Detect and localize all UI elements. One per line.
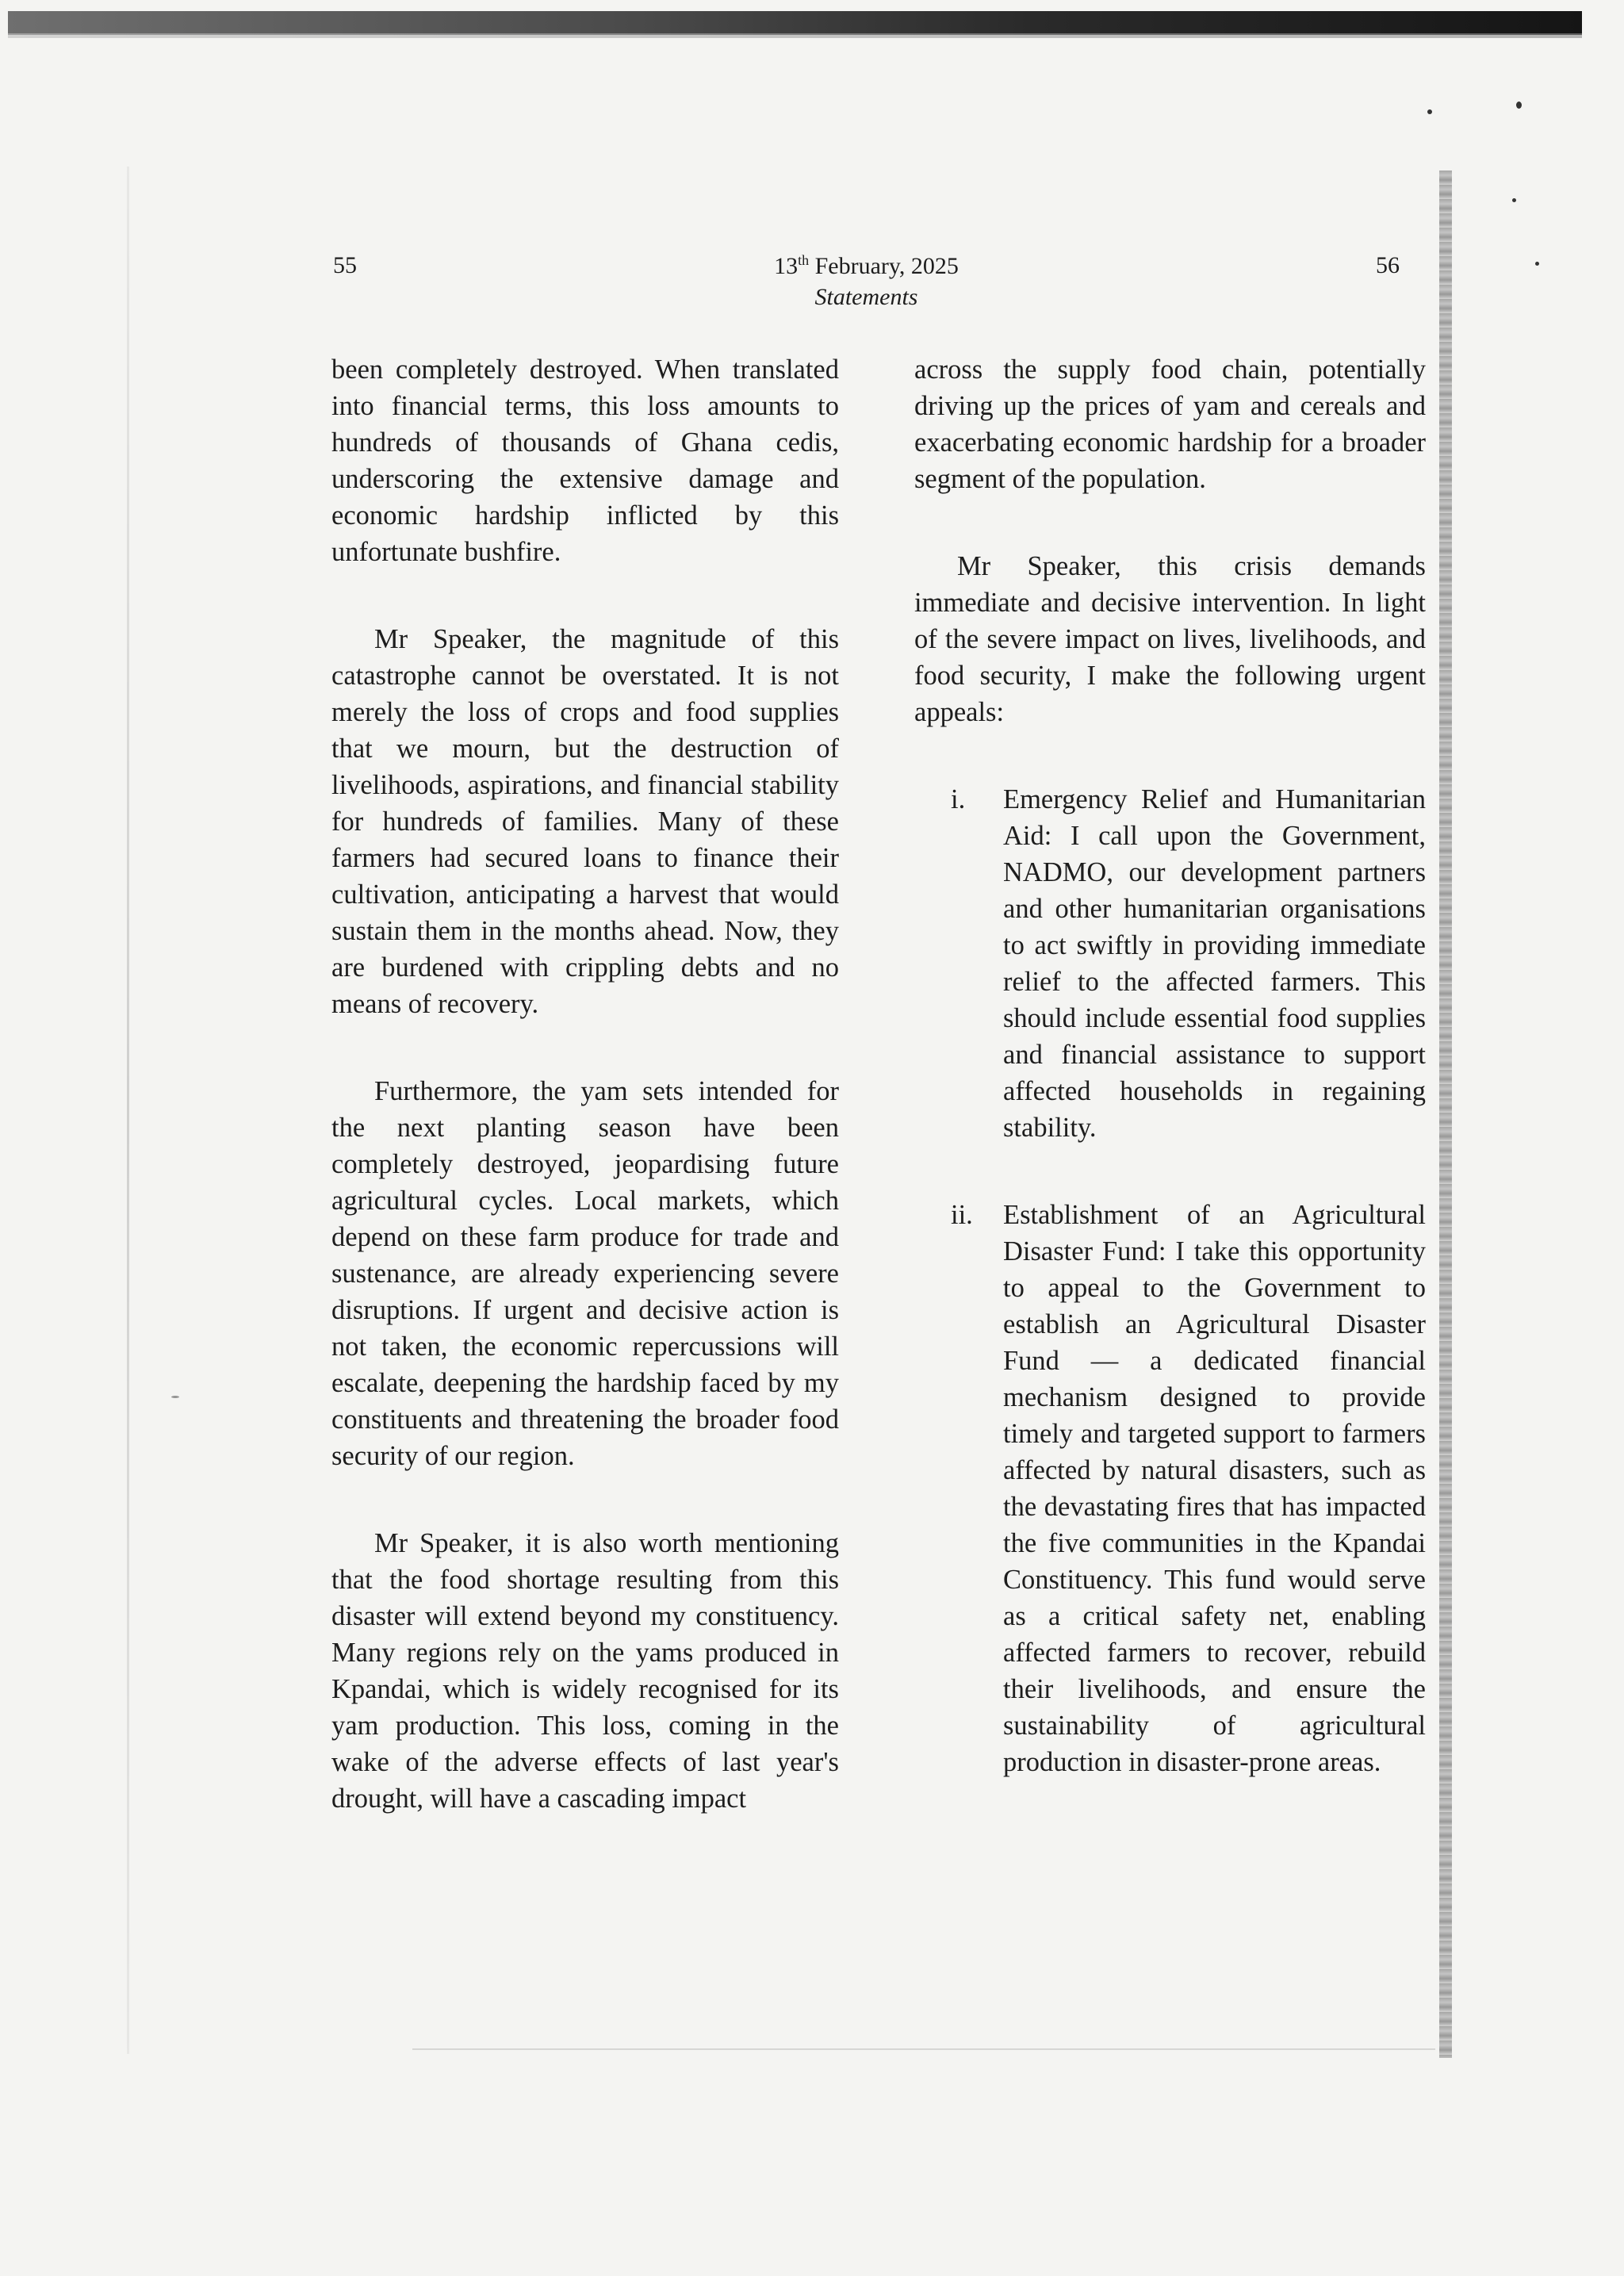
- header-date-suffix: th: [798, 252, 810, 268]
- page-number-left: 55: [333, 252, 357, 278]
- paragraph: Mr Speaker, it is also worth mentioning that the food shortage resulting from this disaster will extend beyond my constituency. Many regions rely on the yams produced in Kpandai, which is widely recognised for its yam production. This loss, coming in the wake of the adverse effects of last year's drought, will have a cascading impact: [331, 1528, 839, 1814]
- scan-top-border-shadow: [8, 33, 1582, 38]
- section-title: Statements: [814, 284, 918, 310]
- list-number: ii.: [951, 1200, 973, 1230]
- list-number: i.: [951, 784, 966, 814]
- scan-speck: [171, 1396, 179, 1398]
- appeal-list-item: [914, 1197, 1426, 1780]
- scan-top-border: [8, 11, 1582, 35]
- header-date-rest: February, 2025: [809, 253, 959, 279]
- list-text: Emergency Relief and Humanitarian Aid: I call upon the Government, NADMO, our development partners and other humanitarian organisations to act swiftly in providing immediate relief to the affected farmers. This should include essential food supplies and financial assistance to support affected households in regaining stability.: [1003, 784, 1426, 1143]
- page-header: [333, 252, 1400, 324]
- paragraph: Furthermore, the yam sets intended for the next planting season have been completely destroyed, jeopardising future agricultural cycles. Local markets, which depend on these farm produce for trade and sustenance, are already experiencing severe disruptions. If urgent and decisive action is not taken, the economic repercussions will escalate, deepening the hardship faced by my constituents and threatening the broader food security of our region.: [331, 1076, 839, 1471]
- page-number-right: 56: [1376, 252, 1400, 278]
- scan-speck: [1427, 109, 1432, 114]
- scan-speck: [1516, 102, 1522, 109]
- scan-speck: [1512, 198, 1516, 202]
- left-column: [331, 351, 839, 1868]
- header-date-day: 13: [774, 253, 799, 279]
- appeal-list-item: [914, 781, 1426, 1146]
- scan-right-binding-edge: [1439, 171, 1452, 2058]
- paragraph: across the supply food chain, potentially driving up the prices of yam and cereals and exacerbating economic hardship for a broader segment of the population.: [914, 354, 1426, 494]
- right-column: [914, 351, 1426, 1831]
- scan-speck: [1535, 262, 1539, 266]
- list-text: Establishment of an Agricultural Disaster Fund: I take this opportunity to appeal to the Government to establish an Agricultural Disaster Fund — a dedicated financial mechanism designed to provide timely and targeted support to farmers affected by natural disasters, such as the devastating fires that has impacted the five communities in the Kpandai Constituency. This fund would serve as a critical safety net, enabling affected farmers to recover, rebuild their livelihoods, and ensure the sustainability of agricultural production in disaster-prone areas.: [1003, 1200, 1426, 1777]
- scan-left-edge: [127, 167, 129, 2054]
- paragraph: been completely destroyed. When translated into financial terms, this loss amounts to hundreds of thousands of Ghana cedis, underscoring the extensive damage and economic hardship inflicted by this unfortunate bushfire.: [331, 354, 839, 567]
- paragraph: Mr Speaker, this crisis demands immediate and decisive intervention. In light of the severe impact on lives, livelihoods, and food security, I make the following urgent appeals:: [914, 551, 1426, 727]
- header-date: [333, 252, 1400, 280]
- scan-bottom-edge: [412, 2048, 1435, 2050]
- paragraph: Mr Speaker, the magnitude of this catastrophe cannot be overstated. It is not merely the loss of crops and food supplies that we mourn, but the destruction of livelihoods, aspirations, and financial stability for hundreds of families. Many of these farmers had secured loans to finance their cultivation, anticipating a harvest that would sustain them in the months ahead. Now, they are burdened with crippling debts and no means of recovery.: [331, 624, 839, 1019]
